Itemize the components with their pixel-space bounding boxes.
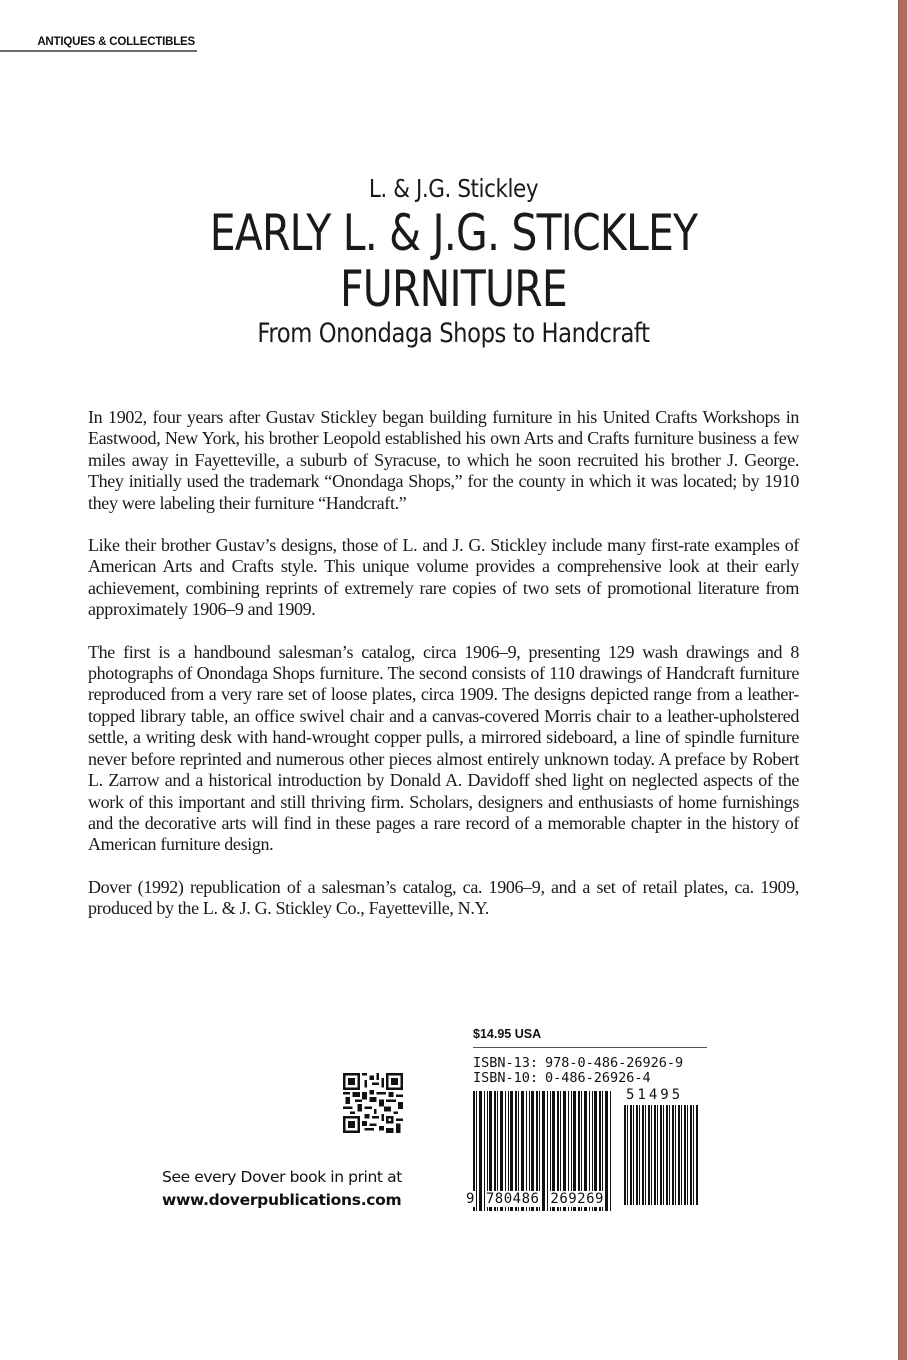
isbn10-row [473,1071,683,1086]
description-paragraph: In 1902, four years after Gustav Stickley began building furniture in his United Crafts Workshops in Eastwood, New York, his brother Leopold established his own Arts and Crafts furniture business a few miles away in Fayetteville, a suburb of Syracuse, to which he soon recruited his brother J. George. They initially used the trademark “Onondaga Shops,” for the county in which it was located; by 1910 they were labeling their furniture “Handcraft.” [88,407,799,513]
qr-code-icon [342,1073,404,1133]
isbn10-label: ISBN-10: [473,1070,539,1086]
barcode-digit-lead: 9 [466,1191,475,1207]
isbn13-value: 978-0-486-26926-9 [545,1055,684,1071]
description-paragraph: Like their brother Gustav’s designs, those of L. and J. G. Stickley include many first-rate examples of American Arts and Crafts style. This unique volume provides a comprehensive look at their early achievement, combining reprints of extremely rare copies of two sets of promotional literature from approximately 1906–9 and 1909. [88,535,799,620]
category-text: ANTIQUES & COLLECTIBLES [37,36,195,48]
barcode-digits-left: 780486 [485,1191,540,1207]
barcode-icon [466,1087,713,1219]
price-label: $14.95 USA [473,1027,542,1041]
isbn-block [473,1056,683,1086]
title-block [0,173,907,351]
publication-note: Dover (1992) republication of a salesman’s catalog, ca. 1906–9, and a set of retail plates, ca. 1909, produced by the L. & J. G. Stickley Co., Fayetteville, N.Y. [88,876,799,919]
barcode-digits-right: 269269 [550,1191,604,1207]
book-subtitle: From Onondaga Shops to Handcraft [257,318,650,349]
addon-code: 51495 [626,1087,684,1103]
price-divider [473,1047,707,1048]
barcode-digits [465,1191,605,1207]
publisher-url[interactable]: www.doverpublications.com [162,1191,402,1209]
promo-text: See every Dover book in print at [162,1168,402,1186]
author-name: L. & J.G. Stickley [368,174,539,203]
isbn13-row [473,1056,683,1071]
dover-promo [162,1166,412,1212]
addon-barcode-bars [624,1105,698,1205]
category-label [0,36,197,52]
book-title-line1: EARLY L. & J.G. STICKLEY [209,204,698,262]
isbn10-value: 0-486-26926-4 [545,1070,651,1086]
description-paragraph: The first is a handbound salesman’s catalog, circa 1906–9, presenting 129 wash drawings and 8 photographs of Onondaga Shops furniture. The second consists of 110 drawings of Handcraft furniture reproduced from a very rare set of loose plates, circa 1909. The designs depicted range from a leather-topped library table, an office swivel chair and a canvas-covered Morris chair to a leather-upholstered settle, a writing desk with hand-wrought copper pulls, a mirrored sideboard, a line of spindle furniture never before reprinted and numerous other pieces almost entirely unknown today. A preface by Robert L. Zarrow and a historical introduction by Donald A. Davidoff shed light on neglected aspects of the work of this important and still thriving firm. Scholars, designers and enthusiasts of home furnishings and the decorative arts will find in these pages a rare record of a memorable chapter in the history of American furniture design. [88,641,799,855]
description-body [88,407,799,920]
isbn13-label: ISBN-13: [473,1055,539,1071]
book-title-line2: FURNITURE [340,260,567,318]
